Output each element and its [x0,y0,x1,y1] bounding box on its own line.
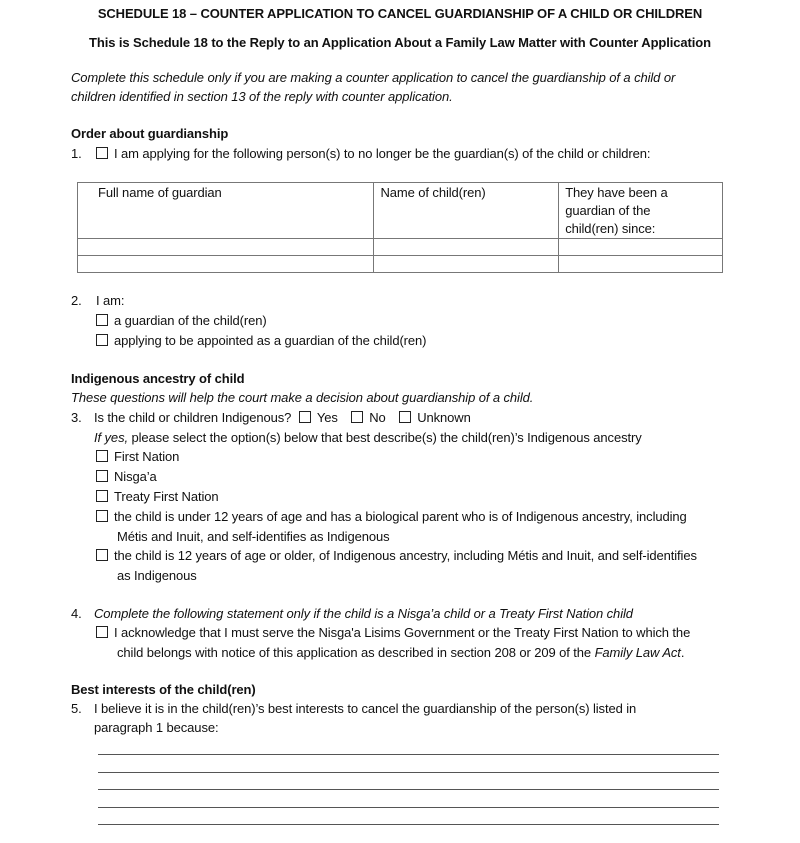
item-4-acknowledge-line-2 [117,645,684,660]
column-header-guardian-since-line-3: child(ren) since: [565,221,656,236]
column-header-guardian-since [559,183,723,239]
item-5-line-1: I believe it is in the child(ren)’s best interests to cancel the guardianship of the person(s) listed in [94,701,637,716]
answer-line[interactable] [98,754,719,755]
ancestry-option-12-or-older-label-line-1: the child is 12 years of age or older, of Indigenous ancestry, including Métis and Inuit, and self-identifies [114,548,697,563]
item-2-number: 2. [71,293,82,308]
item-1-row [96,146,650,161]
indigenous-note: These questions will help the court make a decision about guardianship of a child. [71,390,534,405]
item-5-number: 5. [71,701,82,716]
guardian-table [77,182,723,273]
ancestry-option-nisgaa-checkbox[interactable] [96,470,108,482]
intro-text-line-1: Complete this schedule only if you are making a counter application to cancel the guardianship of a child or [71,70,676,85]
item-3-if-yes-prefix: If yes, [94,430,128,445]
ancestry-option-12-or-older [96,548,697,563]
item-2-option-guardian-checkbox[interactable] [96,314,108,326]
column-header-child-name: Name of child(ren) [374,183,559,239]
guardian-since-cell[interactable] [559,256,723,273]
ancestry-option-treaty-first-nation-label: Treaty First Nation [114,489,219,504]
item-4-acknowledge-line-1: I acknowledge that I must serve the Nisga'a Lisims Government or the Treaty First Nation to which the [114,625,691,640]
column-header-guardian-name: Full name of guardian [78,183,374,239]
ancestry-option-12-or-older-label-line-2: as Indigenous [117,568,197,583]
item-2-option-guardian-label: a guardian of the child(ren) [114,313,267,328]
answer-line[interactable] [98,824,719,825]
item-4-ack-text: child belongs with notice of this application as described in section 208 or 209 of the [117,645,595,660]
guardian-since-cell[interactable] [559,239,723,256]
guardian-name-cell[interactable] [78,239,374,256]
ancestry-option-treaty-first-nation [96,489,219,504]
item-4-acknowledge-row [96,625,690,640]
guardian-table-header [78,183,723,239]
schedule-title: SCHEDULE 18 – COUNTER APPLICATION TO CANCEL GUARDIANSHIP OF A CHILD OR CHILDREN [97,6,703,21]
column-header-guardian-since-line-1: They have been a [565,185,668,200]
answer-line[interactable] [98,789,719,790]
ancestry-option-treaty-first-nation-checkbox[interactable] [96,490,108,502]
item-3-if-yes-body: please select the option(s) below that best describe(s) the child(ren)’s Indigenous ancestry [127,430,642,445]
answer-line[interactable] [98,772,719,773]
item-1-label: I am applying for the following person(s) to no longer be the guardian(s) of the child or children: [114,146,651,161]
ancestry-option-under-12 [96,509,687,524]
ancestry-option-under-12-label-line-1: the child is under 12 years of age and has a biological parent who is of Indigenous ancestry, including [114,509,687,524]
item-4-number: 4. [71,606,82,621]
ancestry-option-first-nation [96,449,179,464]
child-name-cell[interactable] [374,239,559,256]
item-3-if-yes-text [94,430,642,445]
item-4-acknowledge-checkbox[interactable] [96,626,108,638]
item-2-option-applying [96,333,426,348]
item-3-no-checkbox[interactable] [351,411,363,423]
ancestry-option-12-or-older-checkbox[interactable] [96,549,108,561]
item-5-line-2: paragraph 1 because: [94,720,219,735]
section-heading-order: Order about guardianship [71,126,229,141]
item-3-yes-checkbox[interactable] [299,411,311,423]
item-3-yes-label: Yes [316,410,338,425]
ancestry-option-nisgaa-label: Nisga’a [114,469,157,484]
item-3-unknown-label: Unknown [417,410,471,425]
item-4-instruction: Complete the following statement only if the child is a Nisga’a child or a Treaty First Nation child [94,606,633,621]
item-4-ack-suffix: . [680,645,685,660]
guardian-name-cell[interactable] [78,256,374,273]
item-3-question: Is the child or children Indigenous? [94,410,292,425]
item-2-option-applying-checkbox[interactable] [96,334,108,346]
item-2-option-applying-label: applying to be appointed as a guardian of the child(ren) [114,333,427,348]
item-3-number: 3. [71,410,82,425]
section-heading-indigenous: Indigenous ancestry of child [71,371,245,386]
answer-line[interactable] [98,807,719,808]
ancestry-option-under-12-label-line-2: Métis and Inuit, and self-identifies as Indigenous [117,529,390,544]
table-row [78,239,723,256]
column-header-guardian-since-line-2: guardian of the [565,203,651,218]
ancestry-option-under-12-checkbox[interactable] [96,510,108,522]
ancestry-option-first-nation-checkbox[interactable] [96,450,108,462]
item-3-no-label: No [369,410,386,425]
item-3-unknown-checkbox[interactable] [399,411,411,423]
table-row [78,256,723,273]
item-1-number: 1. [71,146,82,161]
item-2-label: I am: [96,293,125,308]
intro-text-line-2: children identified in section 13 of the reply with counter application. [71,89,453,104]
section-heading-best-interests: Best interests of the child(ren) [71,682,256,697]
item-2-option-guardian [96,313,267,328]
ancestry-option-first-nation-label: First Nation [114,449,180,464]
child-name-cell[interactable] [374,256,559,273]
ancestry-option-nisgaa [96,469,157,484]
schedule-subtitle: This is Schedule 18 to the Reply to an Application About a Family Law Matter with Counter Application [89,35,711,50]
item-3-row [94,410,471,425]
item-1-checkbox[interactable] [96,147,108,159]
item-4-act-name: Family Law Act [594,645,681,660]
